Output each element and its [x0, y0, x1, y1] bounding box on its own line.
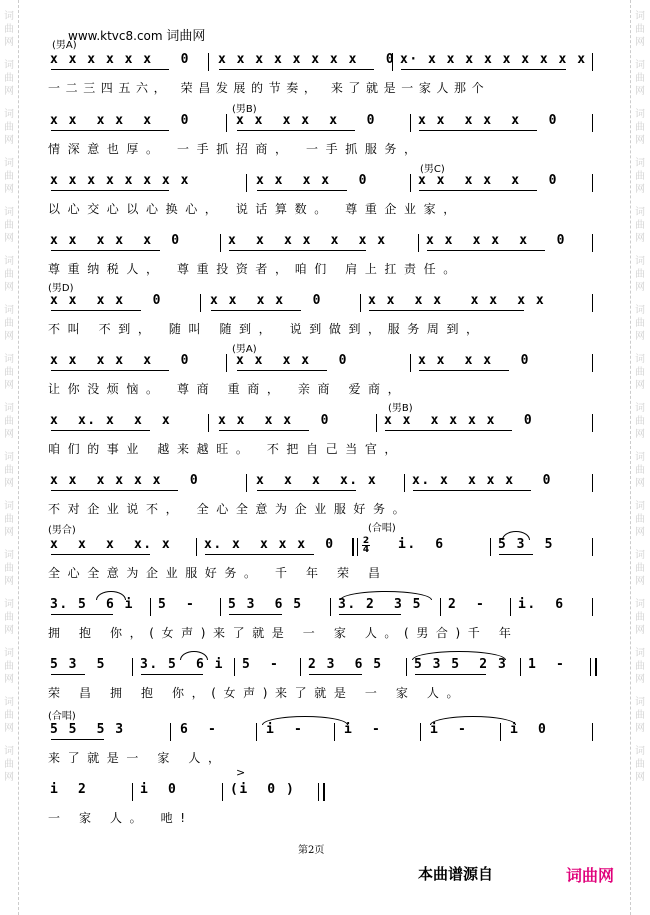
watermark-text: 词 曲 网	[4, 697, 14, 734]
watermark-text: 词 曲 网	[4, 158, 14, 195]
barline	[592, 114, 593, 132]
slur	[96, 591, 126, 600]
source-label: 本曲谱源自	[418, 865, 494, 883]
site-url[interactable]: www.ktvc8.com	[68, 29, 163, 43]
barline	[592, 723, 593, 741]
watermark-text: 词 曲 网	[635, 599, 645, 636]
notes-row	[0, 413, 650, 433]
watermark-text: 词 曲 网	[635, 256, 645, 293]
part-tag: (男B)	[232, 104, 257, 115]
measure: i. 6	[518, 597, 565, 612]
beam-underline	[419, 130, 537, 131]
part-tag: (男合)	[48, 525, 76, 536]
measure: x. x x x x 0	[412, 473, 552, 488]
notes-row	[0, 233, 650, 253]
measure: i -	[344, 722, 382, 737]
beam-underline	[51, 250, 160, 251]
watermark-text: 词 曲 网	[635, 354, 645, 391]
measure: x x x x 0	[256, 173, 368, 188]
beam-underline	[51, 490, 178, 491]
beam-underline	[219, 430, 309, 431]
watermark-text: 词 曲 网	[635, 11, 645, 48]
site-name: 词曲网	[166, 29, 206, 44]
watermark-text: 词 曲 网	[4, 599, 14, 636]
repeat-start-barline	[352, 538, 354, 556]
watermark-text: 词 曲 网	[635, 60, 645, 97]
measure: 5 3 5	[498, 537, 554, 552]
measure: x x. x x x	[50, 413, 172, 428]
barline	[318, 783, 319, 801]
tie	[430, 716, 516, 725]
lyrics-line: 尊重纳税人， 尊重投资者，咱们 肩上扛责任。	[48, 262, 463, 276]
slur	[502, 531, 530, 540]
barline	[208, 414, 209, 432]
measure: 5 3 6 5	[228, 597, 303, 612]
lyrics-line: 不叫 不到， 随叫 随到， 说到做到，服务周到，	[48, 322, 486, 336]
barline	[392, 53, 393, 71]
part-tag: (男B)	[388, 403, 413, 414]
beam-underline	[427, 250, 545, 251]
beam-underline	[51, 190, 169, 191]
beam-underline	[51, 554, 150, 555]
barline	[590, 658, 591, 676]
barline	[410, 174, 411, 192]
measure: x x x x x x x x 0	[218, 52, 396, 67]
barline	[418, 234, 419, 252]
beam-underline	[229, 250, 366, 251]
watermark-text: 词 曲 网	[4, 746, 14, 783]
barline	[200, 294, 201, 312]
barline	[234, 658, 235, 676]
measure: i. 6	[398, 537, 445, 552]
beam-underline	[229, 614, 282, 615]
watermark-text: 词 曲 网	[635, 746, 645, 783]
beam-underline	[51, 310, 141, 311]
watermark-text: 词 曲 网	[4, 452, 14, 489]
measure: x x x x. x	[256, 473, 378, 488]
watermark-text: 词 曲 网	[635, 550, 645, 587]
watermark-text: 词 曲 网	[4, 501, 14, 538]
measure: (i 0 )	[230, 782, 296, 797]
measure: x x x x x x x x	[368, 293, 546, 308]
lyrics-line: 来了就是一 家 人，	[48, 751, 228, 765]
measure: i 0	[510, 722, 548, 737]
slur	[412, 651, 506, 660]
measure: x x x x 0	[418, 353, 530, 368]
watermark-text: 词 曲 网	[4, 256, 14, 293]
measure: x x x x. x	[50, 537, 172, 552]
lyrics-line: 荣 昌 拥 抱 你，(女声)来了就是 一 家 人。	[48, 686, 467, 700]
beam-underline	[385, 430, 512, 431]
time-signature-bottom: 4	[362, 545, 370, 555]
beam-underline	[339, 614, 401, 615]
right-watermark	[633, 0, 647, 915]
part-tag: (合唱)	[368, 523, 396, 534]
beam-underline	[51, 370, 169, 371]
barline	[222, 783, 223, 801]
notes-row	[0, 537, 650, 557]
beam-underline	[237, 370, 327, 371]
slur	[340, 591, 432, 600]
barline	[132, 658, 133, 676]
measure: i -	[266, 722, 304, 737]
watermark-text: 词 曲 网	[4, 648, 14, 685]
barline	[510, 598, 511, 616]
lyrics-line: 一二三四五六， 荣昌发展的节奏， 来了就是一家人那个	[48, 81, 490, 95]
measure: 5 3 5	[50, 657, 106, 672]
measure: 5 -	[158, 597, 196, 612]
beam-underline	[219, 69, 374, 70]
beam-underline	[51, 430, 150, 431]
notes-row	[0, 473, 650, 493]
notes-row	[0, 597, 650, 617]
lyrics-line: 不对企业说不， 全心全意为企业服好务。	[48, 502, 413, 516]
measure: 2 3 6 5	[308, 657, 383, 672]
measure: 2 -	[448, 597, 486, 612]
measure: 5 -	[242, 657, 280, 672]
notes-row	[0, 353, 650, 373]
beam-underline	[257, 190, 347, 191]
watermark-text: 词 曲 网	[4, 11, 14, 48]
measure: x. x x x x 0	[204, 537, 335, 552]
watermark-text: 词 曲 网	[4, 354, 14, 391]
barline	[246, 474, 247, 492]
measure: x x x x 0	[218, 413, 330, 428]
barline	[440, 598, 441, 616]
barline	[592, 598, 593, 616]
watermark-text: 词 曲 网	[635, 158, 645, 195]
measure: 5 5 5 3	[50, 722, 125, 737]
beam-underline	[369, 310, 524, 311]
barline	[256, 723, 257, 741]
measure: x x x x x x x x	[50, 173, 190, 188]
measure: 5 3 5 2 3	[414, 657, 508, 672]
beam-underline	[205, 554, 314, 555]
barline	[150, 598, 151, 616]
barline	[330, 598, 331, 616]
barline	[226, 354, 227, 372]
barline	[592, 538, 593, 556]
barline	[246, 174, 247, 192]
barline	[300, 658, 301, 676]
measure: x x x x x x 0	[50, 52, 190, 67]
repeat-end-barline	[595, 658, 597, 676]
accent-mark: >	[236, 766, 246, 779]
part-tag: (合唱)	[48, 711, 76, 722]
measure: x x x x x 0	[50, 233, 181, 248]
beam-underline	[51, 674, 85, 675]
watermark-text: 词 曲 网	[635, 403, 645, 440]
barline	[360, 294, 361, 312]
left-watermark	[2, 0, 16, 915]
slur	[180, 651, 208, 660]
barline	[220, 234, 221, 252]
right-cut-line	[630, 0, 631, 915]
measure: x x x x x x x	[228, 233, 387, 248]
beam-underline	[419, 190, 537, 191]
watermark-text: 词 曲 网	[635, 305, 645, 342]
barline	[420, 723, 421, 741]
barline	[334, 723, 335, 741]
beam-underline	[51, 130, 169, 131]
brand-logo[interactable]: 词曲网	[566, 866, 615, 885]
measure: 6 -	[180, 722, 218, 737]
watermark-text: 词 曲 网	[635, 207, 645, 244]
measure: x x x x x 0	[418, 173, 558, 188]
measure: x x x x x 0	[236, 113, 376, 128]
measure: x x x x x 0	[426, 233, 566, 248]
barline	[404, 474, 405, 492]
beam-underline	[419, 370, 509, 371]
beam-underline	[413, 490, 531, 491]
part-tag: (男A)	[52, 40, 77, 51]
lyrics-line: 全心全意为企业服好务。 千 年 荣 昌	[48, 566, 388, 580]
barline	[208, 53, 209, 71]
barline	[220, 598, 221, 616]
barline	[132, 783, 133, 801]
watermark-text: 词 曲 网	[4, 207, 14, 244]
barline	[592, 294, 593, 312]
barline	[592, 234, 593, 252]
barline	[376, 414, 377, 432]
watermark-text: 词 曲 网	[635, 648, 645, 685]
lyrics-line: 咱们的事业 越来越旺。 不把自己当官，	[48, 442, 405, 456]
time-signature-top: 2	[362, 536, 370, 546]
measure: 1 -	[528, 657, 566, 672]
time-signature	[362, 537, 370, 554]
measure: i 0	[140, 782, 178, 797]
lyrics-line: 一 家 人。 吔!	[48, 811, 193, 825]
watermark-text: 词 曲 网	[635, 697, 645, 734]
beam-underline	[415, 674, 486, 675]
barline	[226, 114, 227, 132]
barline	[520, 658, 521, 676]
measure: x x x x 0	[50, 293, 162, 308]
lyrics-line: 以心交心以心换心， 说话算数。 尊重企业家，	[48, 202, 463, 216]
tie	[262, 716, 348, 725]
part-tag: (男D)	[48, 283, 74, 294]
page-number: 第2页	[298, 845, 325, 856]
notes-row	[0, 766, 650, 802]
beam-underline	[499, 554, 533, 555]
measure: x· x x x x x x x x x	[400, 52, 587, 67]
lyrics-line: 拥 抱 你，(女声)来了就是 一 家 人。(男合)千 年	[48, 626, 519, 640]
beam-underline	[51, 614, 113, 615]
notes-row	[0, 52, 650, 72]
lyrics-line: 情深意也厚。 一手抓招商， 一手抓服务，	[48, 142, 424, 156]
watermark-text: 词 曲 网	[4, 60, 14, 97]
notes-row	[0, 293, 650, 313]
barline	[490, 538, 491, 556]
watermark-text: 词 曲 网	[4, 403, 14, 440]
barline	[592, 474, 593, 492]
barline	[592, 414, 593, 432]
barline	[592, 354, 593, 372]
barline	[170, 723, 171, 741]
barline	[410, 354, 411, 372]
watermark-text: 词 曲 网	[4, 109, 14, 146]
beam-underline	[309, 674, 362, 675]
measure: i -	[430, 722, 468, 737]
notes-row	[0, 722, 650, 742]
measure: x x x x 0	[236, 353, 348, 368]
beam-underline	[141, 674, 203, 675]
barline	[196, 538, 197, 556]
lyrics-line: 让你没烦恼。 尊商 重商， 亲商 爱商，	[48, 382, 408, 396]
measure: x x x x x x 0	[384, 413, 534, 428]
beam-underline	[237, 130, 355, 131]
measure: x x x x x 0	[50, 113, 190, 128]
final-barline	[323, 783, 325, 801]
barline	[357, 538, 358, 556]
watermark-text: 词 曲 网	[4, 550, 14, 587]
notes-row	[0, 173, 650, 193]
beam-underline	[51, 69, 169, 70]
beam-underline	[401, 69, 566, 70]
left-cut-line	[18, 0, 19, 915]
watermark-text: 词 曲 网	[635, 452, 645, 489]
watermark-text: 词 曲 网	[4, 305, 14, 342]
part-tag: (男A)	[232, 344, 257, 355]
measure: x x x x x 0	[418, 113, 558, 128]
watermark-text: 词 曲 网	[635, 109, 645, 146]
measure: i 2	[50, 782, 88, 797]
barline	[406, 658, 407, 676]
site-header	[68, 25, 205, 44]
part-tag: (男C)	[420, 164, 445, 175]
barline	[592, 53, 593, 71]
barline	[410, 114, 411, 132]
measure: 3. 5 6 i	[50, 597, 134, 612]
measure: 3. 2 3 5	[338, 597, 422, 612]
measure: x x x x 0	[210, 293, 322, 308]
beam-underline	[51, 739, 104, 740]
beam-underline	[257, 490, 356, 491]
notes-row	[0, 113, 650, 133]
notes-row	[0, 657, 650, 677]
measure: x x x x x 0	[50, 353, 190, 368]
beam-underline	[211, 310, 301, 311]
measure: x x x x x x 0	[50, 473, 200, 488]
watermark-text: 词 曲 网	[635, 501, 645, 538]
barline	[500, 723, 501, 741]
barline	[592, 174, 593, 192]
measure: 3. 5 6 i	[140, 657, 224, 672]
